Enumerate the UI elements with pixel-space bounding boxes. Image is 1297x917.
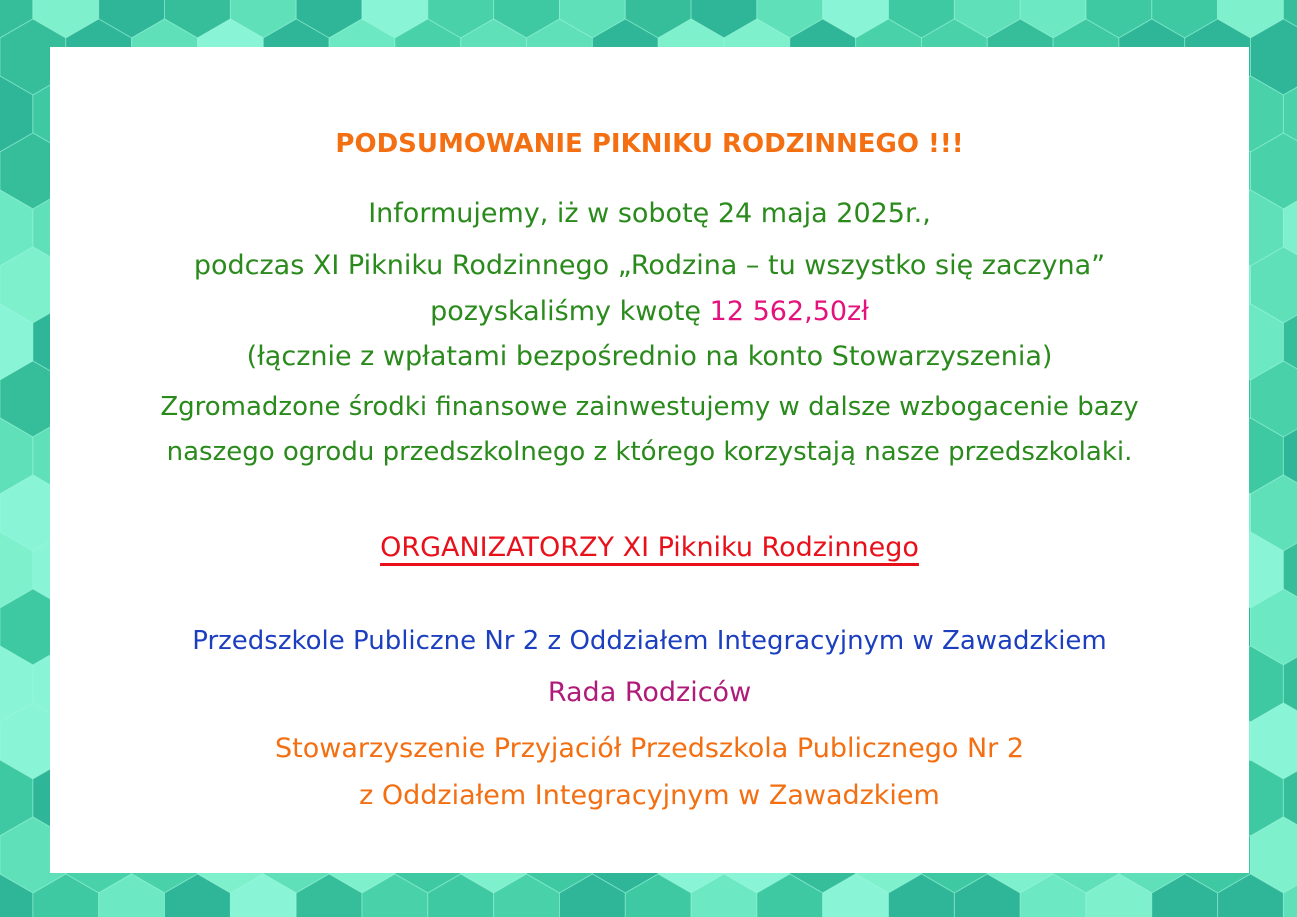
amount-prefix: pozyskaliśmy kwotę — [430, 296, 702, 327]
announcement-line-note: (łącznie z wpłatami bezpośrednio na konto Stowarzyszenia) — [246, 341, 1053, 372]
announcement-line-amount — [50, 295, 1249, 329]
organizer-parents-council: Rada Rodziców — [547, 677, 752, 708]
announcement-line-garden: naszego ogrodu przedszkolnego z którego korzystają nasze przedszkolaki. — [166, 437, 1133, 467]
organizer-association-line1: Stowarzyszenie Przyjaciół Przedszkola Publicznego Nr 2 — [275, 733, 1024, 764]
announcement-card — [50, 47, 1249, 873]
announcement-line-investment: Zgromadzone środki finansowe zainwestujemy w dalsze wzbogacenie bazy — [160, 392, 1139, 422]
announcement-line-event: podczas XI Pikniku Rodzinnego „Rodzina – tu wszystko się zaczyna” — [193, 250, 1106, 281]
announcement-line-date: Informujemy, iż w sobotę 24 maja 2025r., — [368, 198, 931, 229]
announcement-title: PODSUMOWANIE PIKNIKU RODZINNEGO !!! — [335, 129, 964, 159]
organizers-heading-row — [50, 531, 1249, 565]
organizers-heading: ORGANIZATORZY XI Pikniku Rodzinnego — [380, 532, 919, 563]
organizer-school: Przedszkole Publiczne Nr 2 z Oddziałem Integracyjnym w Zawadzkiem — [192, 626, 1107, 656]
amount-value: 12 562,50zł — [709, 296, 869, 327]
organizer-association-line2: z Oddziałem Integracyjnym w Zawadzkiem — [359, 780, 940, 811]
